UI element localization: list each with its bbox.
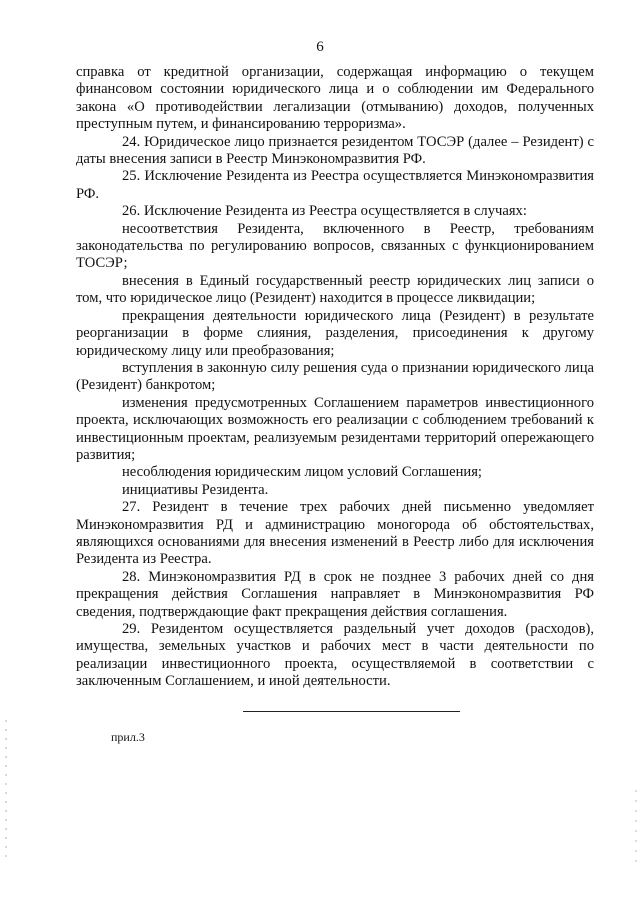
document-body xyxy=(76,64,594,691)
paragraph-bank-certificate: справка от кредитной организации, содержащая информацию о текущем финансовом состоянии юридического лица и о соблюдении им Федерального закона «О противодействии легализации (отмыванию) доходов, полученных преступным путем, и финансированию терроризма». xyxy=(76,64,594,133)
appendix-label: прил.3 xyxy=(111,730,145,744)
page-number: 6 xyxy=(316,39,324,55)
scan-margin-marks xyxy=(5,720,7,860)
closing-rule xyxy=(243,711,460,712)
paragraph-26: 26. Исключение Резидента из Реестра осуществляется в случаях: xyxy=(122,203,527,220)
case-agreement-breach: несоблюдения юридическим лицом условий Соглашения; xyxy=(122,464,482,481)
case-liquidation: внесения в Единый государственный реестр юридических лиц записи о том, что юридическое лицо (Резидент) находится в процессе ликвидации; xyxy=(76,272,594,307)
paragraph-29: 29. Резидентом осуществляется раздельный учет доходов (расходов), имущества, земельных участков и рабочих мест в части деятельности по реализации инвестиционного проекта, осуществляемой в соответствии с заключенным Соглашением, и иной деятельности. xyxy=(76,621,594,690)
paragraph-28: 28. Минэкономразвития РД в срок не позднее 3 рабочих дней со дня прекращения действия Соглашения направляет в Минэкономразвития РФ сведения, подтверждающие факт прекращения действия соглашения. xyxy=(76,568,594,620)
scan-margin-marks-right xyxy=(635,790,637,870)
case-resident-initiative: инициативы Резидента. xyxy=(122,481,269,498)
case-non-compliance: несоответствия Резидента, включенного в Реестр, требованиям законодательства по регулированию вопросов, связанных с функционированием ТОСЭР; xyxy=(76,220,594,272)
paragraph-24: 24. Юридическое лицо признается резидентом ТОСЭР (далее – Резидент) с даты внесения записи в Реестр Минэкономразвития РФ. xyxy=(76,133,594,168)
case-reorganization: прекращения деятельности юридического лица (Резидент) в результате реорганизации в форме слияния, разделения, присоединения к другому юридическому лицу или преобразования; xyxy=(76,307,594,359)
paragraph-25: 25. Исключение Резидента из Реестра осуществляется Минэкономразвития РФ. xyxy=(76,168,594,202)
case-project-change: изменения предусмотренных Соглашением параметров инвестиционного проекта, исключающих возможность его реализации с соблюдением требований к инвестиционным проектам, реализуемым резидентами территорий опережающего развития; xyxy=(76,394,594,463)
paragraph-27: 27. Резидент в течение трех рабочих дней письменно уведомляет Минэкономразвития РД и администрацию моногорода об обстоятельствах, являющихся основаниями для внесения изменений в Реестр либо для исключения Резидента из Реестра. xyxy=(76,499,594,568)
case-bankruptcy: вступления в законную силу решения суда о признании юридического лица (Резидент) банкротом; xyxy=(76,359,594,394)
